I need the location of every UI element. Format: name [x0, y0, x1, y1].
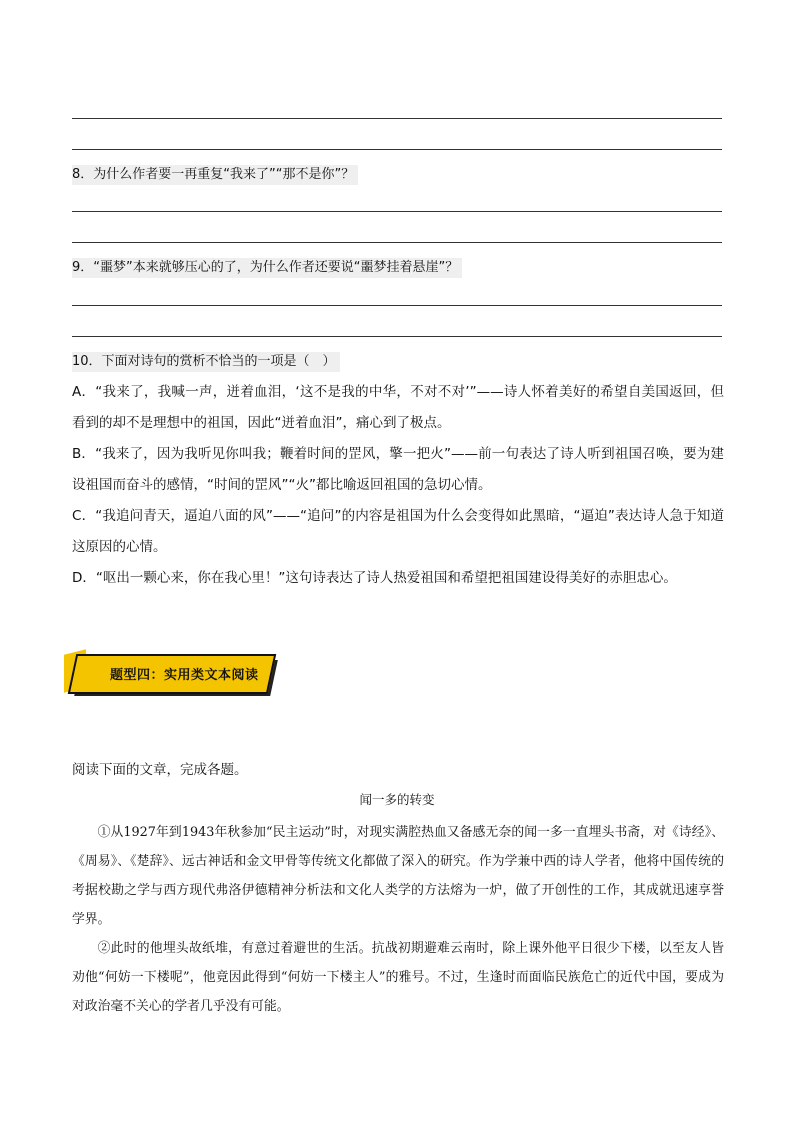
option-a: A．“我来了，我喊一声，迸着血泪，‘这不是我的中华，不对不对’”——诗人怀着美好的希望自美国返回，但看到的却不是理想中的祖国，因此“迸着血泪”，痛心到了极点。 — [72, 384, 724, 431]
answer-line — [72, 336, 722, 337]
answer-line — [72, 211, 722, 212]
answer-line — [72, 242, 722, 243]
question-10-options — [72, 377, 724, 594]
article-paragraph: ①从1927年到1943年秋参加“民主运动”时，对现实满腔热血又备感无奈的闻一多一直埋头书斋，对《诗经》、《周易》、《楚辞》、远古神话和金文甲骨等传统文化都做了深入的研究。作为学兼中西的诗人学者，他将中国传统的考据校勘之学与西方现代弗洛伊德精神分析法和文化人类学的方法熔为一炉，做了开创性的工作，其成就迅速享誉学界。 — [72, 825, 724, 927]
reading-instruction: 阅读下面的文章，完成各题。 — [72, 762, 248, 778]
option-b: B．“我来了，因为我听见你叫我；鞭着时间的罡风，擎一把火”——前一句表达了诗人听到祖国召唤，要为建设祖国而奋斗的感情，“时间的罡风”“火”都比喻返回祖国的急切心情。 — [72, 446, 724, 493]
article-title: 闻一多的转变 — [359, 792, 435, 807]
section-banner — [64, 648, 284, 704]
option-d: D．“呕出一颗心来，你在我心里！”这句诗表达了诗人热爱祖国和希望把祖国建设得美好的赤胆忠心。 — [72, 570, 677, 586]
question-9: 9．“噩梦”本来就够压心的了，为什么作者还要说“噩梦挂着悬崖”？ — [72, 258, 462, 278]
option-c: C．“我追问青天，逼迫八面的风”——“追问”的内容是祖国为什么会变得如此黑暗，“逼迫”表达诗人急于知道这原因的心情。 — [72, 508, 724, 555]
article-body — [72, 818, 724, 1021]
question-10-stem: 10．下面对诗句的赏析不恰当的一项是（ ） — [72, 352, 340, 372]
answer-line — [72, 305, 722, 306]
question-8: 8．为什么作者要一再重复“我来了”“那不是你”？ — [72, 165, 358, 185]
article-paragraph: ②此时的他埋头故纸堆，有意过着避世的生活。抗战初期避难云南时，除上课外他平日很少下楼，以至友人皆劝他“何妨一下楼呢”，他竟因此得到“何妨一下楼主人”的雅号。不过，生逢时而面临民族危亡的近代中国，要成为对政治毫不关心的学者几乎没有可能。 — [72, 941, 724, 1014]
answer-line — [72, 118, 722, 119]
section-title: 题型四：实用类文本阅读 — [110, 668, 259, 683]
answer-line — [72, 149, 722, 150]
